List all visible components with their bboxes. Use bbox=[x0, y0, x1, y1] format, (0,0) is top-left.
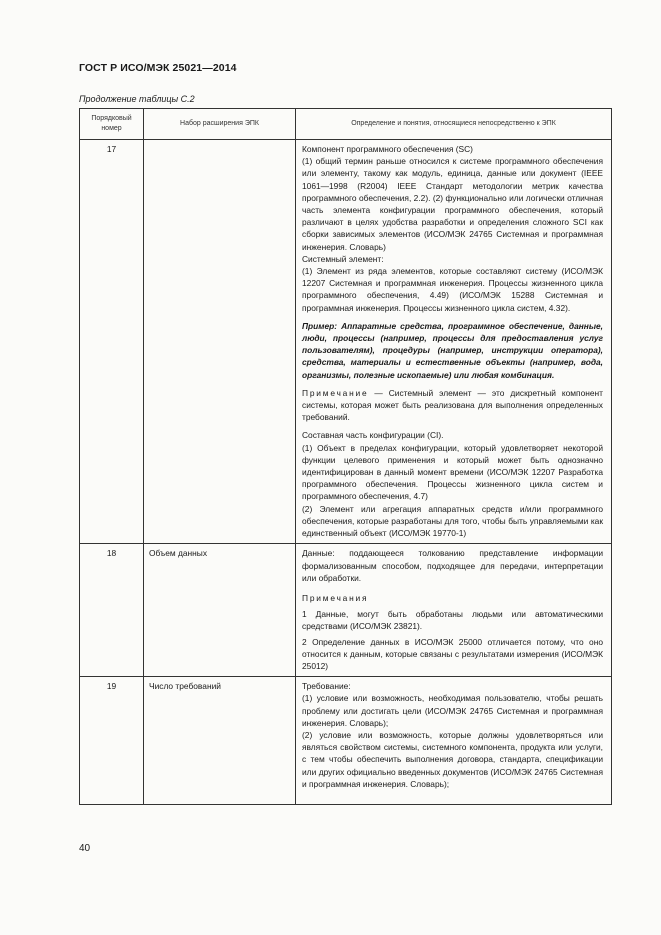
row-definition bbox=[296, 140, 612, 544]
example-paragraph: Пример: Аппаратные средства, программное обеспечение, данные, люди, процессы (например, процессы для предоставления услуг пользователям), процедуры (например, инструкции оператора), средства, материалы и естественные объекты (например, вода, организмы, полезные ископаемые) или любая комбинация. bbox=[302, 320, 603, 380]
note-paragraph: 2 Определение данных в ИСО/МЭК 25000 отличается потому, что оно относится к данным, которые связаны с результатами измерения (ИСО/МЭК 25012) bbox=[302, 636, 603, 671]
table-row bbox=[80, 677, 612, 805]
row-definition bbox=[296, 677, 612, 805]
document-header: ГОСТ Р ИСО/МЭК 25021—2014 bbox=[79, 62, 237, 74]
row-number: 18 bbox=[80, 544, 144, 677]
definitions-table bbox=[79, 108, 612, 805]
row-extension-name: Число требований bbox=[144, 677, 296, 805]
definition-paragraph: Требование: (1) условие или возможность, необходимая пользователю, чтобы решать проблему или достигать цели (ИСО/МЭК 24765 Системная и программная инженерия. Словарь); (2) условие или возможность, которые должны удовлетворяться или являться свойством системы, системного компонента, продукта или услуги, с тем чтобы обеспечить выполнения договора, стандарта, спецификации или других официально введенных документов (ИСО/МЭК 24765 Системная и программная инженерия. Словарь); bbox=[302, 681, 603, 789]
column-header-extension-set: Набор расширения ЭПК bbox=[144, 109, 296, 140]
row-extension-name bbox=[144, 140, 296, 544]
row-number: 19 bbox=[80, 677, 144, 805]
definition-paragraph: Компонент программного обеспечения (SC) (1) общий термин раньше относился к системе программного обеспечения или элементу, такому как модуль, единица, данные или документ (IEEE 1061—1998 (R2004) IEEE Стандарт методологии метрик качества программного обеспечения, 2.2). (2) функционально или логически отличная часть элемента конфигурации программного обеспечения, который различают в целях удобства разработки и определения сложного SCI как сборки зависимых элементов (ИСО/МЭК 24765 Системная и программная инженерия. Словарь) Системный элемент: (1) Элемент из ряда элементов, которые составляют систему (ИСО/МЭК 12207 Системная и программная инженерия. Процессы жизненного цикла программного обеспечения, 4.49) (ИСО/МЭК 15288 Системная и программная инженерия. Процессы жизненного цикла систем, 4.32). bbox=[302, 144, 603, 313]
row-definition bbox=[296, 544, 612, 677]
column-header-definition: Определение и понятия, относящиеся непосредственно к ЭПК bbox=[296, 109, 612, 140]
column-header-number: Порядковый номер bbox=[80, 109, 144, 140]
note-paragraph: Примечание — Системный элемент — это дискретный компонент системы, которая может быть реализована для выполнения определенных требований. bbox=[302, 387, 603, 423]
definition-paragraph: Данные: поддающееся толкованию представление информации формализованным способом, подходящее для передачи, интерпретации или обработки. bbox=[302, 548, 603, 583]
table-caption: Продолжение таблицы С.2 bbox=[79, 94, 195, 104]
table-header-row bbox=[80, 109, 612, 140]
notes-heading: Примечания bbox=[302, 592, 369, 603]
table-row bbox=[80, 544, 612, 677]
table-row bbox=[80, 140, 612, 544]
page-number: 40 bbox=[79, 843, 91, 854]
row-number: 17 bbox=[80, 140, 144, 544]
definition-paragraph: Составная часть конфигурации (CI). (1) Объект в пределах конфигурации, который удовлетворяет некоторой функции целевого применения и который может быть однозначно идентифицирован в данный момент времени (ИСО/МЭК 12207 Разработка программного обеспечения. Процессы жизненного цикла систем и программного обеспечения, 4.7) (2) Элемент или агрегация аппаратных средств и/или программного обеспечения, которые разработаны для того, чтобы быть управляемыми как единственный объект (ИСО/МЭК 19770-1) bbox=[302, 430, 603, 539]
row-extension-name: Объем данных bbox=[144, 544, 296, 677]
note-paragraph: 1 Данные, могут быть обработаны людьми или автоматическими средствами (ИСО/МЭК 23821). bbox=[302, 609, 603, 632]
